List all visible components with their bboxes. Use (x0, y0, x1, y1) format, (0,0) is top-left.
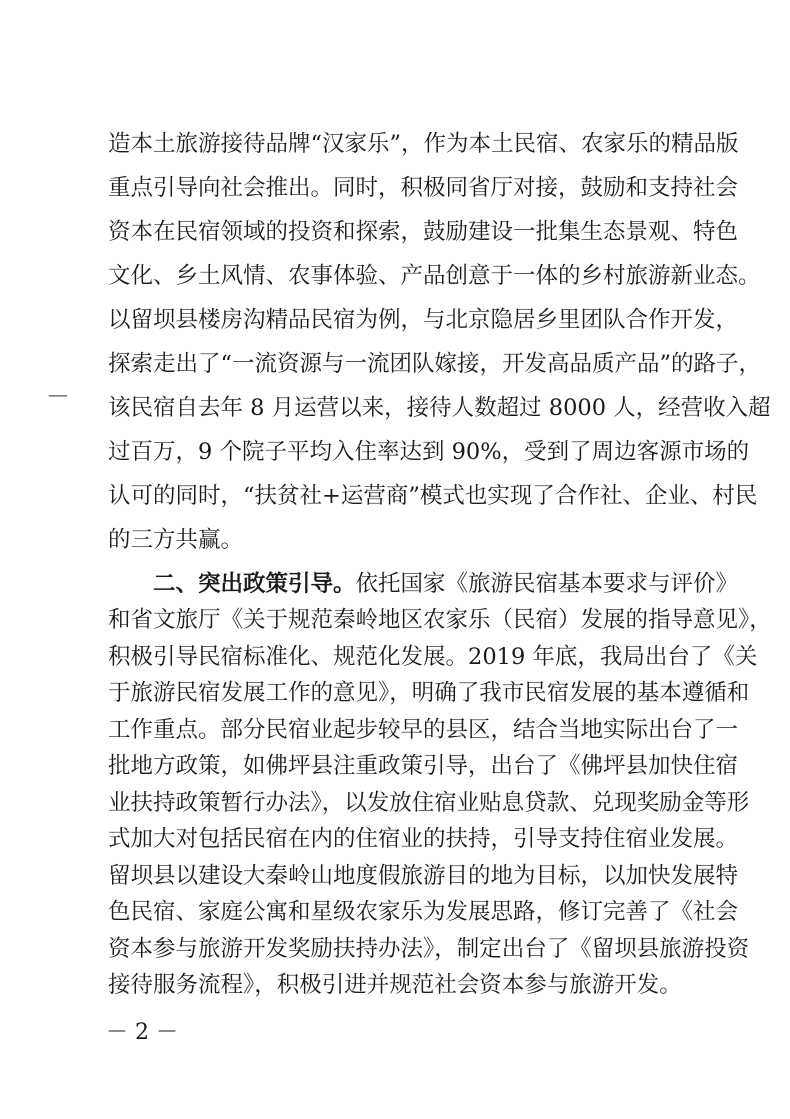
text-line: 积极引导民宿标准化、规范化发展。2019 年底，我局出台了《关 (108, 643, 758, 670)
text-line: 色民宿、家庭公寓和星级农家乐为发展思路，修订完善了《社会 (108, 899, 739, 925)
text-line: 以留坝县楼房沟精品民宿为例，与北京隐居乡里团队合作开发， (108, 307, 739, 333)
text-line: 资本在民宿领域的投资和探索，鼓励建设一批集生态景观、特色 (108, 219, 739, 245)
text-line: 文化、乡土风情、农事体验、产品创意于一体的乡村旅游新业态。 (108, 263, 761, 289)
text-line: 接待服务流程》，积极引进并规范社会资本参与旅游开发。 (108, 972, 682, 998)
section-heading: 二、突出政策引导。 (153, 571, 356, 597)
text-line: 和省文旅厅《关于规范秦岭地区农家乐（民宿）发展的指导意见》， (108, 607, 772, 633)
text-line: 留坝县以建设大秦岭山地度假旅游目的地为目标，以加快发展特 (108, 862, 739, 889)
text-line: 该民宿自去年 8 月运营以来，接待人数超过 8000 人，经营收入超 (108, 395, 771, 421)
text-line: 造本土旅游接待品牌“汉家乐”，作为本土民宿、农家乐的精品版 (108, 131, 739, 157)
text-line: 认可的同时，“扶贫社+运营商”模式也实现了合作社、企业、村民 (108, 483, 758, 509)
section-first-line-text: 依托国家《旅游民宿基本要求与评价》 (355, 571, 739, 597)
text-line: 探索走出了“一流资源与一流团队嫁接，开发高品质产品”的路子， (108, 351, 762, 377)
text-line: 式加大对包括民宿在内的住宿业的扶持，引导支持住宿业发展。 (108, 826, 739, 852)
text-line: 资本参与旅游开发奖励扶持办法》，制定出台了《留坝县旅游投资 (108, 935, 750, 962)
text-line: 工作重点。部分民宿业起步较早的县区，结合当地实际出台了一 (108, 716, 739, 743)
text-line: 于旅游民宿发展工作的意见》，明确了我市民宿发展的基本遵循和 (108, 680, 750, 706)
text-line: 过百万，9 个院子平均入住率达到 90%，受到了周边客源市场的 (108, 439, 750, 465)
text-line: 批地方政策，如佛坪县注重政策引导，出台了《佛坪县加快住宿 (108, 753, 739, 779)
section-first-line (153, 562, 739, 606)
page-number: － 2 － (106, 1020, 178, 1045)
margin-mark: — (48, 382, 68, 406)
text-line: 的三方共赢。 (108, 527, 244, 553)
text-line: 重点引导向社会推出。同时，积极同省厅对接，鼓励和支持社会 (108, 175, 739, 201)
text-line: 业扶持政策暂行办法》，以发放住宿业贴息贷款、兑现奖励金等形 (108, 789, 750, 816)
